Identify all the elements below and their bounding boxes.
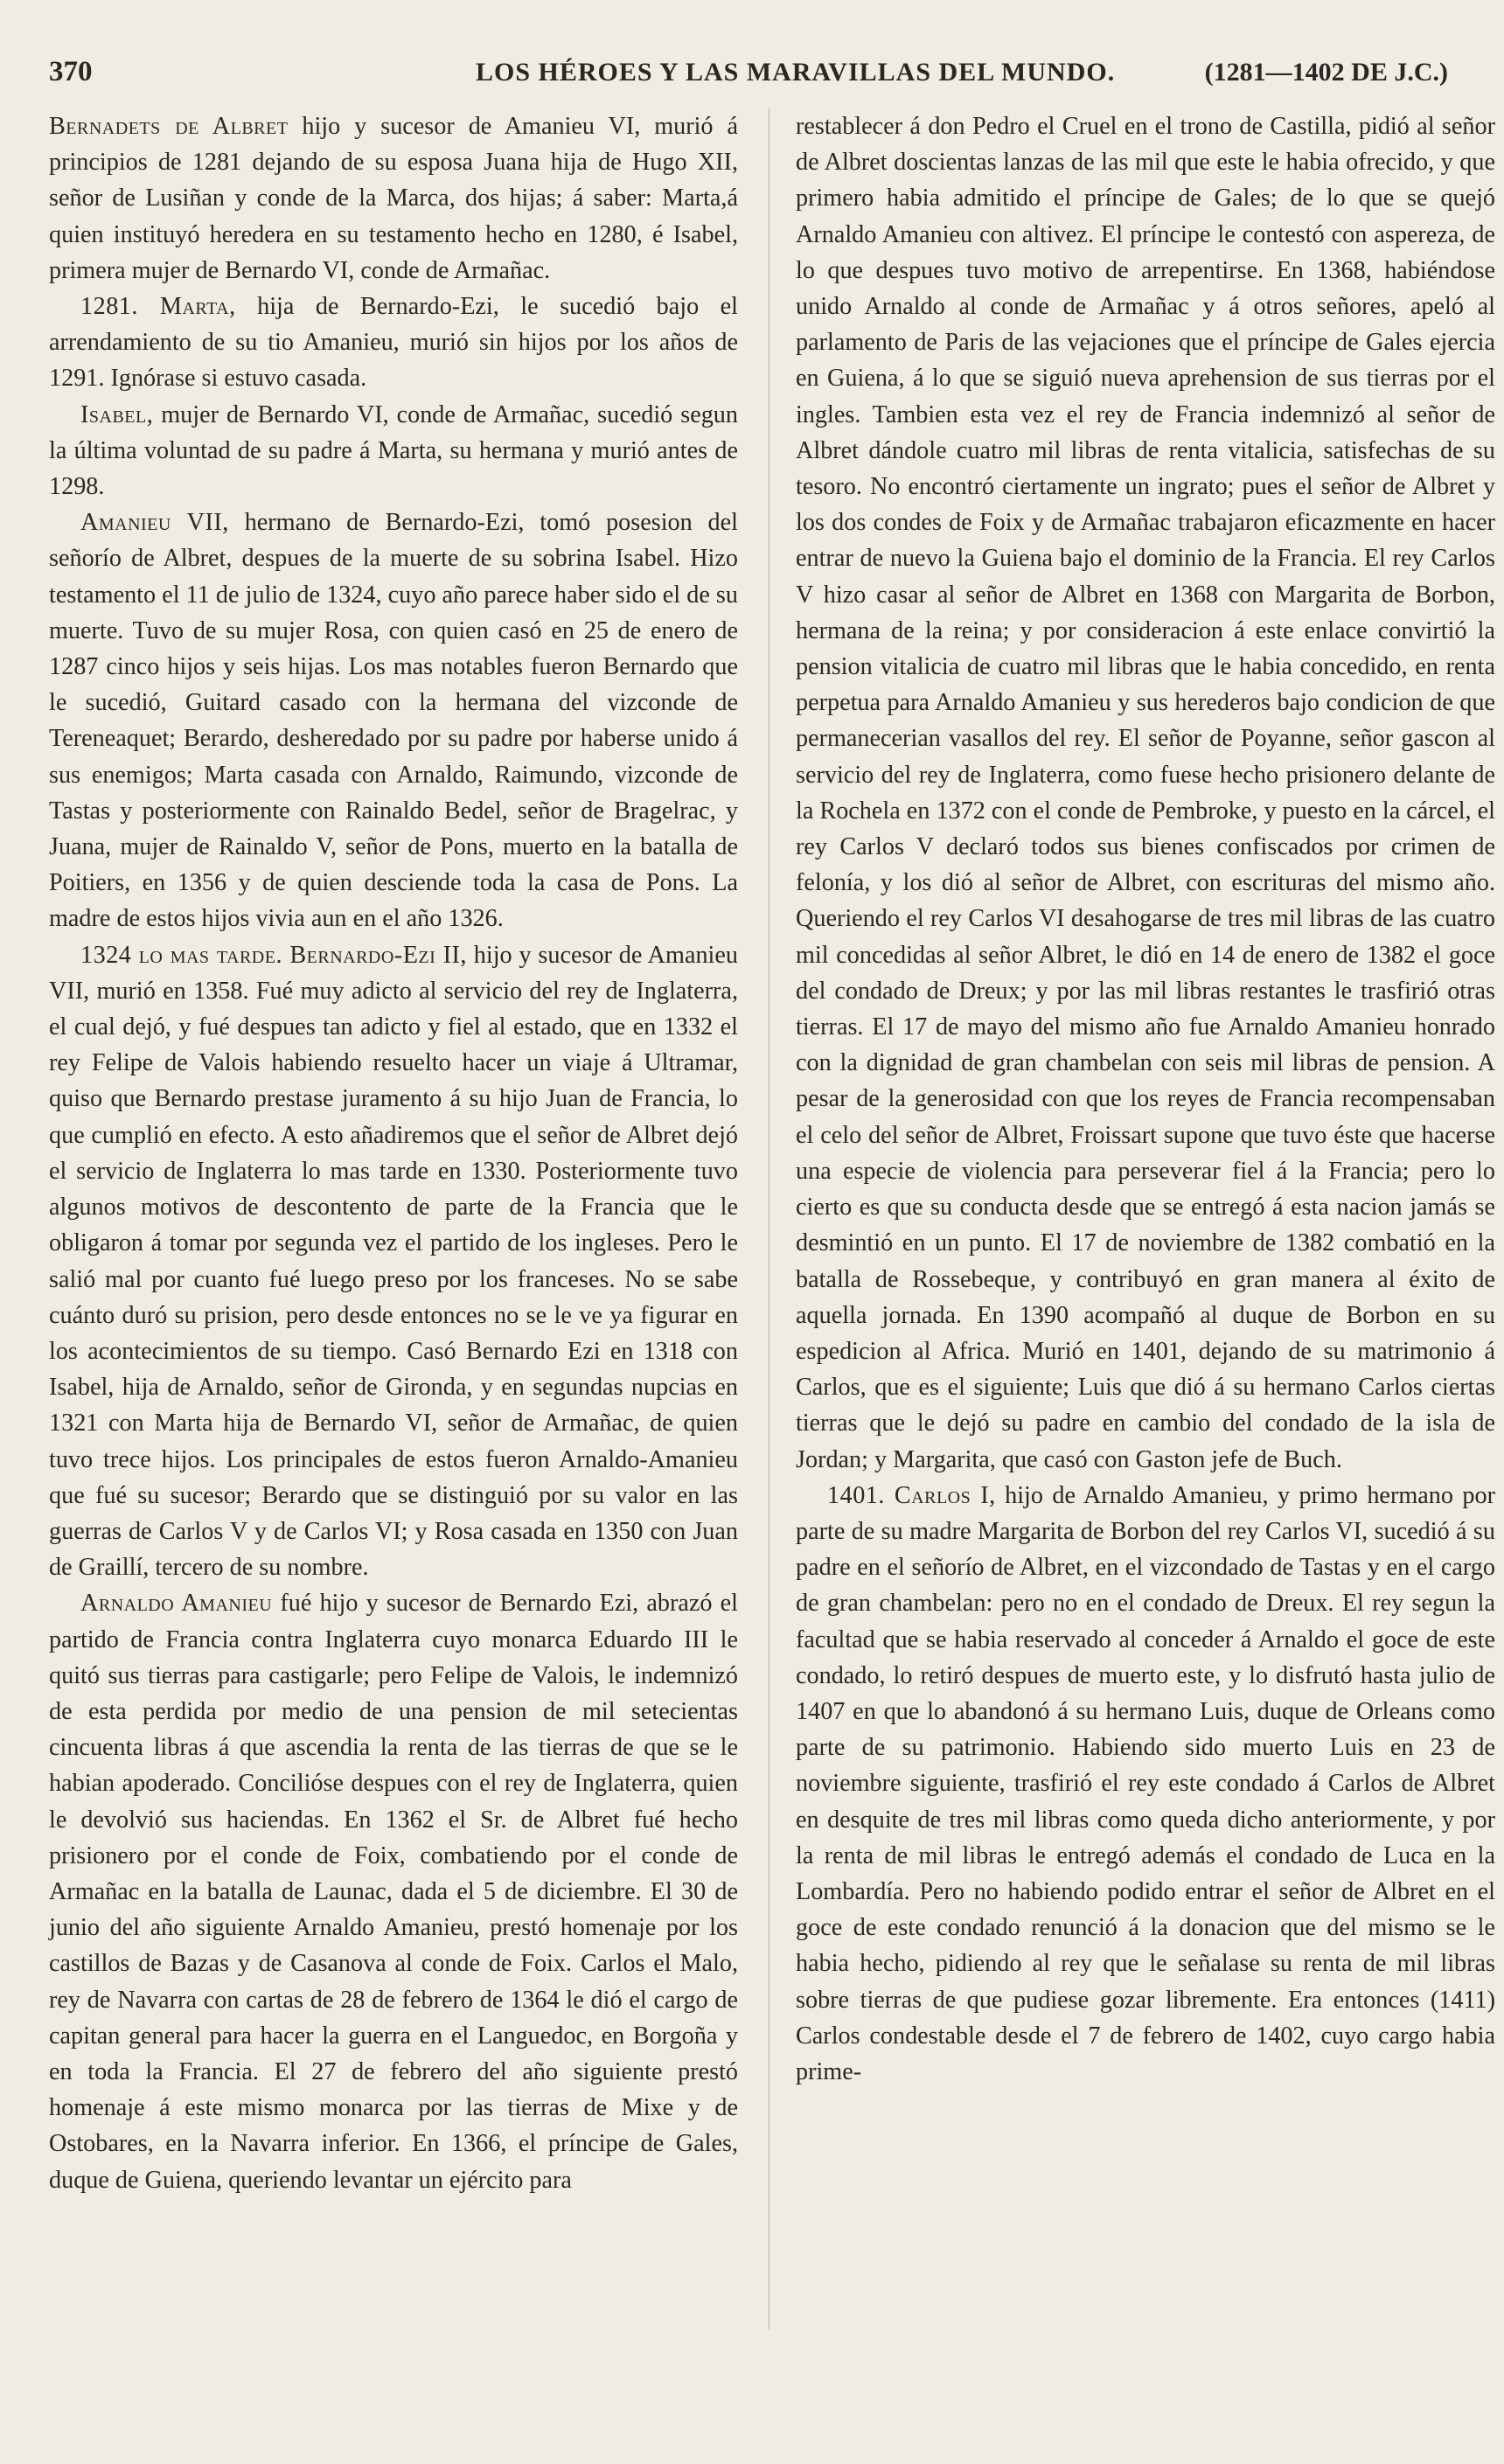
entry-heading: Arnaldo Amanieu — [80, 1590, 273, 1618]
paragraph-text: fué hijo y sucesor de Bernardo Ezi, abrazó el partido de Francia contra Inglaterra cuyo monarca Eduardo III le quitó sus tierras para castigarle; pero Felipe de Valois, le indemnizó de esta perdida por medio de una pension de mil setecientas cincuenta libras á que ascendia la renta de las tierras de que se le habian apoderado. Concilióse despues con el rey de Inglaterra, quien le devolvió sus haciendas. En 1362 el Sr. de Albret fué hecho prisionero por el conde de Foix, combatiendo por el conde de Armañac en la batalla de Launac, dada el 5 de diciembre. El 30 de junio del año siguiente Arnaldo Amanieu, prestó homenaje por los castillos de Bazas y de Casanova al conde de Foix. Carlos el Malo, rey de Navarra con cartas de 28 de febrero de 1364 le dió el cargo de capitan general para hacer la guerra en el Languedoc, en Borgoña y en toda la Francia. El 27 de febrero del año siguiente prestó homenaje á este mismo monarca por las tierras de Mixe y de Ostobares, en la Navarra inferior. En 1366, el príncipe de Gales, duque de Guiena, queriendo levantar un ejército para — [49, 1590, 738, 2194]
page-header — [49, 56, 1448, 94]
entry-heading: Amanieu VII, — [80, 509, 229, 537]
entry-heading: 1324 lo mas tarde. Bernardo-Ezi II, — [80, 941, 467, 969]
entry-heading: 1401. Carlos I, — [827, 1481, 996, 1509]
running-title: LOS HÉROES Y LAS MARAVILLAS DEL MUNDO. — [476, 58, 1116, 87]
paragraph — [49, 108, 738, 289]
date-range: (1281—1402 DE J.C.) — [1204, 58, 1448, 87]
paragraph — [796, 108, 1495, 1478]
entry-heading: Bernadets de Albret — [49, 113, 289, 140]
paragraph — [796, 1478, 1495, 2090]
paragraph-text: hijo de Arnaldo Amanieu, y primo hermano por parte de su madre Margarita de Borbon del rey Carlos VI, sucedió á su padre en el señorío de Albret, en el vizcondado de Tastas y en el cargo de gran chambelan: pero no en el condado de Dreux. El rey segun la facultad que se habia reservado al conceder á Arnaldo el goce de este condado, lo retiró despues de muerto este, y lo disfrutó hasta julio de 1407 en que lo abandonó á su hermano Luis, duque de Orleans como parte de su patrimonio. Habiendo sido muerto Luis en 23 de noviembre siguiente, trasfirió el rey este condado á Carlos de Albret en desquite de tres mil libras como queda dicho anteriormente, y por la renta de mil libras le entregó además el condado de Luca en la Lombardía. Pero no habiendo podido entrar el señor de Albret en el goce de este condado renunció á la donacion que del mismo se le habia hecho, pidiendo al rey que le señalase su renta de mil libras sobre tierras de que pudiese gozar libremente. Era entonces (1411) Carlos condestable desde el 7 de febrero de 1402, cuyo cargo habia prime- — [796, 1481, 1495, 2085]
right-column — [796, 108, 1495, 2090]
paragraph-text: hijo y sucesor de Amanieu VII, murió en 1358. Fué muy adicto al servicio del rey de Inglaterra, el cual dejó, y fué despues tan adicto y fiel al estado, que en 1332 el rey Felipe de Valois habiendo resuelto hacer un viaje á Ultramar, quiso que Bernardo prestase juramento á su hijo Juan de Francia, lo que cumplió en efecto. A esto añadiremos que el señor de Albret dejó el servicio de Inglaterra lo mas tarde en 1330. Posteriormente tuvo algunos motivos de descontento de parte de la Francia que le obligaron á tomar por segunda vez el partido de los ingleses. Pero le salió mal por cuanto fué luego preso por los franceses. No se sabe cuánto duró su prision, pero desde entonces no se le ve ya figurar en los acontecimientos de su tiempo. Casó Bernardo Ezi en 1318 con Isabel, hija de Arnaldo, señor de Gironda, y en segundas nupcias en 1321 con Marta hija de Bernardo VI, señor de Armañac, de quien tuvo trece hijos. Los principales de estos fueron Arnaldo-Amanieu que fué su sucesor; Berardo que se distinguió por su valor en las guerras de Carlos V y de Carlos VI; y Rosa casada en 1350 con Juan de Graillí, tercero de su nombre. — [49, 941, 738, 1582]
entry-heading: Isabel, — [80, 400, 154, 428]
left-column — [49, 108, 738, 2198]
paragraph-text: mujer de Bernardo VI, conde de Armañac, sucedió segun la última voluntad de su padre á Marta, su hermana y murió antes de 1298. — [49, 400, 738, 501]
paragraph-text: restablecer á don Pedro el Cruel en el trono de Castilla, pidió al señor de Albret doscientas lanzas de las mil que este le habia ofrecido, y que primero habia admitido el príncipe de Gales; de lo que se quejó Arnaldo Amanieu con altivez. El príncipe le contestó con aspereza, de lo que despues tuvo motivo de arrepentirse. En 1368, habiéndose unido Arnaldo al conde de Armañac y á otros señores, apeló al parlamento de Paris de las vejaciones que el príncipe de Gales ejercia en Guiena, á lo que se siguió nueva aprehension de sus tierras por el ingles. Tambien esta vez el rey de Francia indemnizó al señor de Albret dándole cuatro mil libras de renta vitalicia, satisfechas de su tesoro. No encontró ciertamente un ingrato; pues el señor de Albret y los dos condes de Foix y de Armañac trabajaron eficazmente en hacer entrar de nuevo la Guiena bajo el dominio de la Francia. El rey Carlos V hizo casar al señor de Albret en 1368 con Margarita de Borbon, hermana de la reina; y por consideracion á este enlace convirtió la pension vitalicia de cuatro mil libras que le habia concedido, en renta perpetua para Arnaldo Amanieu y sus herederos bajo condicion de que permanecerian vasallos del rey. El señor de Poyanne, señor gascon al servicio del rey de Inglaterra, como fuese hecho prisionero delante de la Rochela en 1372 con el conde de Pembroke, y puesto en la cárcel, el rey Carlos V declaró todos sus bienes confiscados por crimen de felonía, y los dió al señor de Albret, con escrituras del mismo año. Queriendo el rey Carlos VI desahogarse de tres mil libras de las cuatro mil concedidas al señor Albret, le dió en 14 de enero de 1382 el goce del condado de Dreux; y por las mil libras restantes le trasfirió otras tierras. El 17 de mayo del mismo año fue Arnaldo Amanieu honrado con la dignidad de gran chambelan con seis mil libras de pension. A pesar de la generosidad con que los reyes de Francia recompensaban el celo del señor de Albret, Froissart supone que tuvo éste que hacerse una especie de violencia para perseverar fiel á la Francia; pero lo cierto es que su conducta desde que se entregó á esta nacion jamás se desmintió en un punto. El 17 de noviembre de 1382 combatió en la batalla de Rossebeque, y contribuyó en gran manera al éxito de aquella jornada. En 1390 acompañó al duque de Borbon en su espedicion al Africa. Murió en 1401, dejando de su matrimonio á Carlos, que es el siguiente; Luis que dió á su hermano Carlos ciertas tierras que le dejó su padre en cambio del condado de la isla de Jordan; y Margarita, que casó con Gaston jefe de Buch. — [796, 113, 1495, 1473]
entry-heading: 1281. Marta, — [80, 293, 236, 321]
paragraph — [49, 937, 738, 1586]
paragraph — [49, 397, 738, 505]
paragraph-text: hija de Bernardo-Ezi, le sucedió bajo el arrendamiento de su tio Amanieu, murió sin hijos por los años de 1291. Ignórase si estuvo casada. — [49, 293, 738, 393]
paragraph-text: hermano de Bernardo-Ezi, tomó posesion del señorío de Albret, despues de la muerte de su sobrina Isabel. Hizo testamento el 11 de julio de 1324, cuyo año parece haber sido el de su muerte. Tuvo de su mujer Rosa, con quien casó en 25 de enero de 1287 cinco hijos y seis hijas. Los mas notables fueron Bernardo que le sucedió, Guitard casado con la hermana del vizconde de Tereneaquet; Berardo, desheredado por su padre por haberse unido á sus enemigos; Marta casada con Arnaldo, Raimundo, vizconde de Tastas y posteriormente con Rainaldo Bedel, señor de Bragelrac, y Juana, mujer de Rainaldo V, señor de Pons, muerto en la batalla de Poitiers, en 1356 y de quien desciende toda la casa de Pons. La madre de estos hijos vivia aun en el año 1326. — [49, 509, 738, 933]
page-number: 370 — [49, 56, 93, 87]
paragraph — [49, 505, 738, 936]
paragraph — [49, 1585, 738, 2197]
paragraph-text: hijo y sucesor de Amanieu VI, murió á principios de 1281 dejando de su esposa Juana hija de Hugo XII, señor de Lusiñan y conde de la Marca, dos hijas; á saber: Marta,á quien instituyó heredera en su testamento hecho en 1280, é Isabel, primera mujer de Bernardo VI, conde de Armañac. — [49, 113, 738, 284]
paragraph — [49, 289, 738, 397]
